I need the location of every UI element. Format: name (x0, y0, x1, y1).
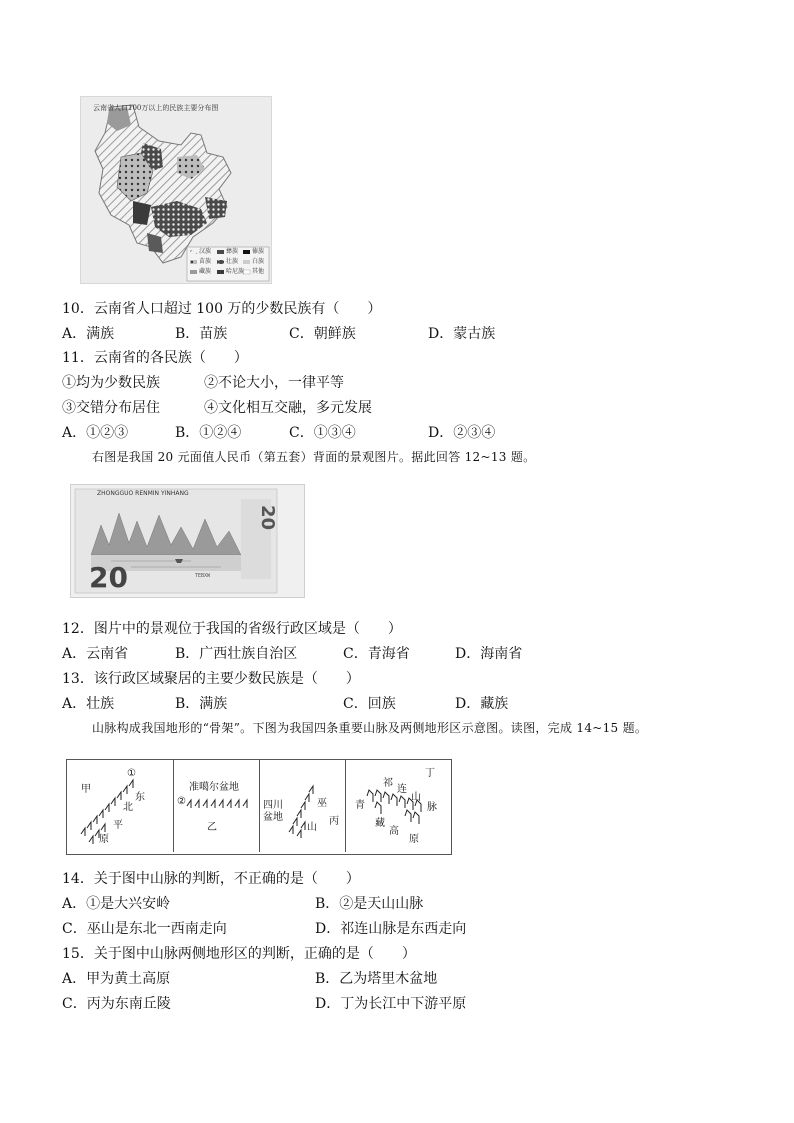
q10-option-d[interactable]: D．蒙古族 (428, 326, 496, 342)
label-yi: 乙 (207, 822, 217, 833)
map-title: 云南省人口100万以上的民族主要分布图 (93, 104, 219, 112)
label-one: ① (127, 768, 136, 779)
question-10: 10．云南省人口超过 100 万的少数民族有（ ） (62, 301, 382, 317)
q14-option-d[interactable]: D．祁连山脉是东西走向 (315, 921, 467, 937)
q13-option-c[interactable]: C．回族 (343, 696, 396, 712)
q11-statement-2: ②不论大小，一律平等 (204, 375, 344, 391)
label-ping: 平 (113, 820, 123, 831)
label-yuan: 原 (99, 834, 109, 845)
label-qing: 青 (355, 800, 365, 811)
yunnan-map-graphic (81, 97, 271, 283)
q12-option-d[interactable]: D．海南省 (455, 646, 523, 662)
mountain-diagram (66, 759, 452, 855)
diagram-panel-1 (67, 760, 174, 852)
label-jia: 甲 (81, 784, 91, 795)
legend-other: 其他 (252, 268, 265, 275)
label-junggar-basin: 准噶尔盆地 (189, 782, 239, 793)
q11-statement-3: ③交错分布居住 (62, 400, 160, 416)
question-11: 11．云南省的各民族（ ） (62, 350, 248, 366)
mountain-range-1-graphic (67, 760, 173, 852)
label-two: ② (177, 796, 186, 807)
diagram-panel-2 (173, 760, 260, 852)
q12-option-a[interactable]: A．云南省 (62, 646, 129, 662)
legend-miao: 苗族 (199, 258, 212, 265)
banknote-header-text: ZHONGGUO RENMIN YINHANG (97, 490, 189, 497)
legend-yi: 彝族 (226, 248, 239, 255)
legend-bai: 白族 (252, 258, 265, 265)
label-ding: 丁 (425, 768, 435, 779)
q11-option-c[interactable]: C．①③④ (289, 425, 356, 441)
legend-zhuang: 壮族 (226, 258, 239, 265)
label-sichuan: 四川 (263, 800, 283, 811)
label-wushan-shan: 山 (307, 822, 317, 833)
label-zang: 藏 (375, 818, 385, 829)
banknote-value-large: 20 (89, 561, 128, 594)
q10-option-b[interactable]: B．苗族 (175, 326, 228, 342)
q15-option-a[interactable]: A．甲为黄土高原 (62, 971, 171, 987)
legend-dai: 傣族 (252, 248, 265, 255)
yunnan-ethnic-map (80, 96, 272, 284)
diagram-panel-3 (259, 760, 346, 852)
q12-option-b[interactable]: B．广西壮族自治区 (175, 646, 298, 662)
banknote-value-vertical: 20 (257, 505, 278, 531)
label-bing: 丙 (329, 816, 339, 827)
q10-option-a[interactable]: A．满族 (62, 326, 115, 342)
label-bei: 北 (123, 802, 133, 813)
legend-zang: 藏族 (199, 268, 212, 275)
intro-14-15: 山脉构成我国地形的“骨架”。下图为我国四条重要山脉及两侧地形区示意图。读图，完成 14~15 题。 (92, 721, 648, 735)
q13-option-b[interactable]: B．满族 (175, 696, 228, 712)
q13-option-a[interactable]: A．壮族 (62, 696, 115, 712)
label-gao: 高 (389, 826, 399, 837)
q11-option-b[interactable]: B．①②④ (175, 425, 242, 441)
label-qi: 祁 (383, 778, 393, 789)
q14-option-c[interactable]: C．巫山是东北一西南走向 (62, 921, 227, 937)
intro-12-13: 右图是我国 20 元面值人民币（第五套）背面的景观图片。据此回答 12~13 题。 (92, 450, 536, 464)
banknote-image (70, 484, 305, 598)
legend-hani: 哈尼族 (226, 268, 245, 275)
q13-option-d[interactable]: D．藏族 (455, 696, 509, 712)
label-pendi: 盆地 (263, 812, 283, 823)
q15-option-b[interactable]: B．乙为塔里木盆地 (315, 971, 438, 987)
q15-option-c[interactable]: C．丙为东南丘陵 (62, 996, 171, 1012)
label-dong: 东 (135, 792, 145, 803)
label-lian: 连 (397, 784, 407, 795)
q14-option-a[interactable]: A．①是大兴安岭 (62, 896, 171, 912)
diagram-panel-4 (345, 760, 449, 852)
q10-option-c[interactable]: C．朝鲜族 (289, 326, 356, 342)
label-qilian-shan: 山 (411, 792, 421, 803)
question-12: 12．图片中的景观位于我国的省级行政区域是（ ） (62, 621, 402, 637)
q14-option-b[interactable]: B．②是天山山脉 (315, 896, 424, 912)
q11-option-a[interactable]: A．①②③ (62, 425, 129, 441)
question-14: 14．关于图中山脉的判断，不正确的是（ ） (62, 871, 360, 887)
q15-option-d[interactable]: D．丁为长江中下游平原 (315, 996, 467, 1012)
q11-statement-1: ①均为少数民族 (62, 375, 160, 391)
question-15: 15．关于图中山脉两侧地形区的判断，正确的是（ ） (62, 946, 416, 962)
label-plateau-yuan: 原 (409, 834, 419, 845)
q11-option-d[interactable]: D．②③④ (428, 425, 496, 441)
label-wu: 巫 (317, 798, 327, 809)
legend-han: 汉族 (199, 248, 212, 255)
q11-statement-4: ④文化相互交融，多元发展 (204, 400, 372, 416)
banknote-serial: TEBXW (195, 573, 211, 579)
q12-option-c[interactable]: C．青海省 (343, 646, 410, 662)
question-13: 13．该行政区域聚居的主要少数民族是（ ） (62, 671, 360, 687)
label-mai: 脉 (427, 802, 437, 813)
